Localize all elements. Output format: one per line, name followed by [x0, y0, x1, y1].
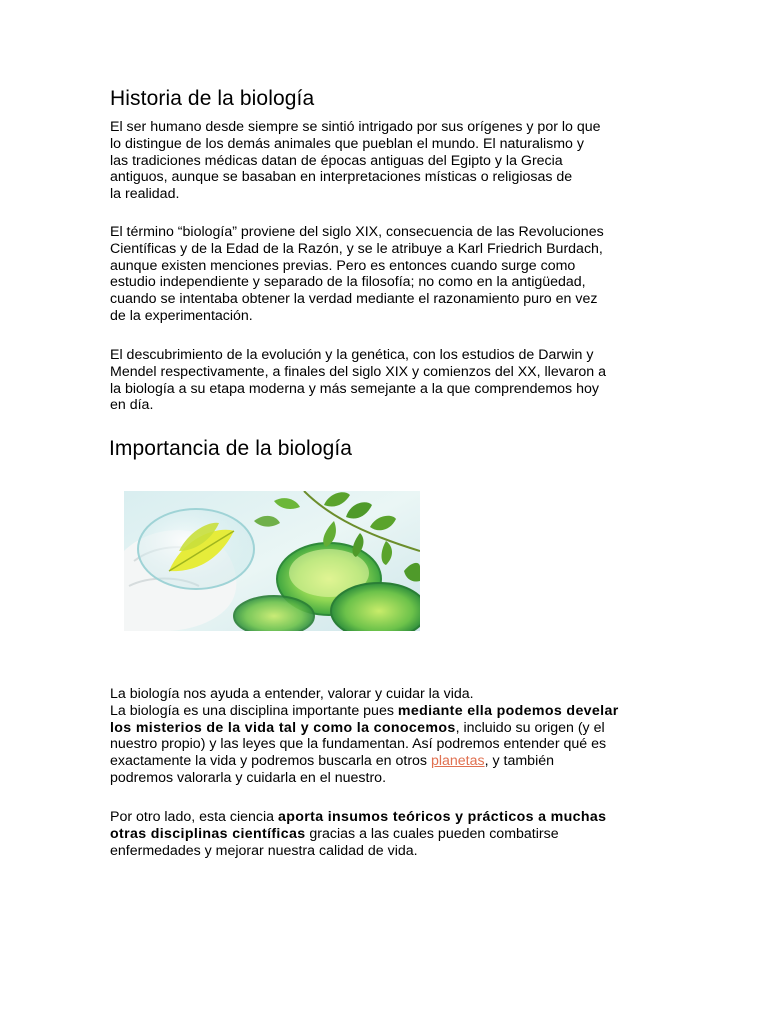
planetas-link[interactable]: planetas: [430, 753, 485, 770]
bold-text: otras disciplinas científicas: [110, 825, 306, 842]
text-line: las tradiciones médicas datan de épocas antiguas del Egipto y la Grecia: [110, 152, 563, 169]
bold-text: aporta insumos teóricos y prácticos a muchas: [277, 809, 607, 825]
text-line: El descubrimiento de la evolución y la genética, con los estudios de Darwin y: [110, 347, 594, 363]
heading-historia: Historia de la biología: [110, 87, 315, 110]
paragraph-importancia-2: [110, 809, 606, 859]
text-line: cuando se intentaba obtener la verdad mediante el razonamiento puro en vez: [110, 291, 598, 308]
text-line: Científicas y de la Edad de la Razón, y se le atribuye a Karl Friedrich Burdach,: [110, 240, 603, 257]
text-line: la biología a su etapa moderna y más semejante a la que comprendemos hoy: [110, 380, 599, 397]
text-run: exactamente la vida y podremos buscarla en otros: [110, 753, 431, 770]
text-line: podremos valorarla y cuidarla en el nuestro.: [110, 769, 387, 786]
bold-text: mediante ella podemos develar: [397, 702, 619, 719]
text-run: La biología es una disciplina importante pues: [110, 702, 398, 719]
text-line: estudio independiente y separado de la filosofía; no como en la antigüedad,: [110, 274, 586, 291]
text-run: Por otro lado, esta ciencia: [110, 809, 278, 825]
text-line: [110, 720, 619, 737]
text-line: aunque existen menciones previas. Pero es entonces cuando surge como: [110, 257, 576, 274]
text-line: [110, 826, 606, 843]
paragraph-importancia-1: [110, 686, 619, 787]
text-line: enfermedades y mejorar nuestra calidad de vida.: [110, 842, 418, 859]
text-line: Mendel respectivamente, a finales del siglo XIX y comienzos del XX, llevaron a: [110, 363, 607, 380]
text-line: La biología nos ayuda a entender, valorar y cuidar la vida.: [110, 686, 474, 702]
lab-petri-dish-photo: [124, 491, 420, 631]
text-line: El ser humano desde siempre se sintió intrigado por sus orígenes y por lo que: [110, 119, 601, 135]
paragraph-historia-1: [110, 119, 601, 203]
text-line: antiguos, aunque se basaban en interpretaciones místicas o religiosas de: [110, 169, 573, 186]
text-line: [110, 703, 619, 720]
bold-text: los misterios de la vida tal y como la conocemos: [110, 719, 456, 736]
text-line: nuestro propio) y las leyes que la fundamentan. Así podremos entender qué es: [110, 736, 607, 753]
paragraph-historia-3: [110, 347, 606, 414]
text-line: en día.: [110, 397, 154, 414]
text-line: [110, 753, 619, 770]
text-run: gracias a las cuales pueden combatirse: [305, 825, 559, 842]
text-line: la realidad.: [110, 186, 180, 203]
text-line: [110, 809, 606, 826]
text-run: , incluido su origen (y el: [455, 719, 605, 736]
text-run: , y también: [484, 753, 555, 770]
text-line: El término “biología” proviene del siglo XIX, consecuencia de las Revoluciones: [110, 224, 604, 240]
text-line: de la experimentación.: [110, 307, 253, 324]
paragraph-historia-2: [110, 224, 604, 325]
text-line: lo distingue de los demás animales que pueblan el mundo. El naturalismo y: [110, 135, 584, 152]
heading-importancia: Importancia de la biología: [109, 437, 353, 460]
